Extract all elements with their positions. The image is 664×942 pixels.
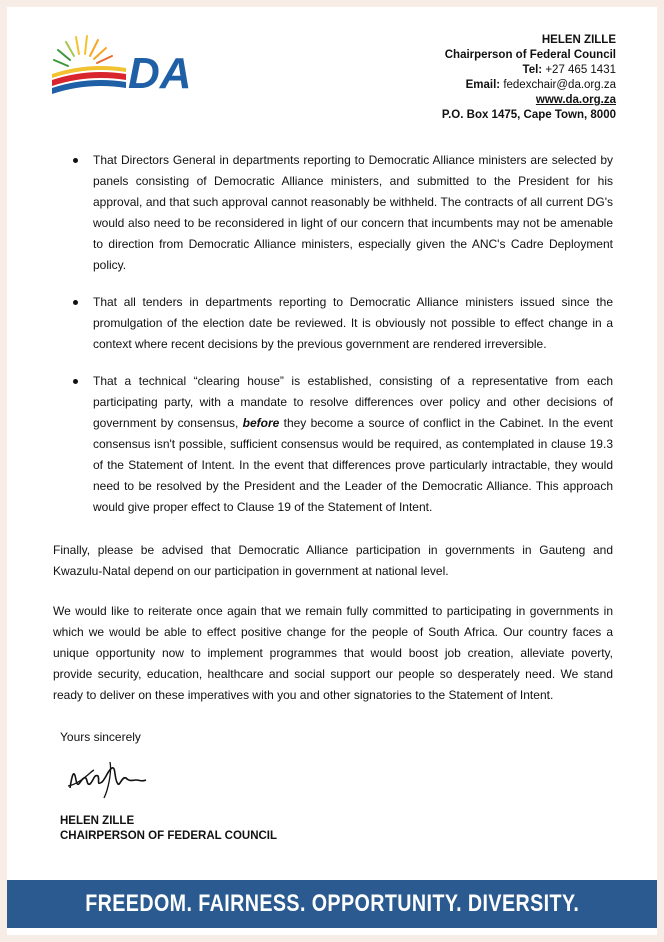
list-item [53,292,613,355]
list-item [53,371,613,518]
letter-body [53,150,613,723]
email-label: Email: [465,79,501,91]
email-line [442,78,616,93]
tel-label: Tel: [522,64,543,76]
signatory-title: CHAIRPERSON OF FEDERAL COUNCIL [60,830,278,842]
list-item [53,150,613,276]
emphasis-text: before [242,416,280,430]
sender-title: Chairperson of Federal Council [444,49,616,61]
paragraph-commitment: We would like to reiterate once again that we remain fully committed to participating in governments in which we would be able to effect positive change for the people of South Africa. Our country faces a unique opportunity now to implement programmes that would boost job creation, alleviate poverty, provide security, education, healthcare and social support our people so desperately need. We stand ready to deliver on these imperatives with you and other signatories to the Statement of Intent. [53,604,613,702]
tel-value: +27 465 1431 [545,64,616,76]
email-value[interactable]: fedexchair@da.org.za [503,79,616,91]
signature-image [60,750,160,805]
footer-slogan: FREEDOM. FAIRNESS. OPPORTUNITY. DIVERSITY. [84,890,579,917]
letterhead-contact [442,33,616,123]
bullet-text: That a technical “clearing house” is established, consisting of a representative from each participating party, with a mandate to resolve differences over policy and other decisions of government by consensus, [93,374,613,430]
da-logo [48,26,218,101]
paragraph-finally: Finally, please be advised that Democratic Alliance participation in governments in Gauteng and Kwazulu-Natal depend on our participation in government at national level. [53,543,613,578]
tricolor-swoosh [52,66,126,94]
logo-text: DA [128,49,192,98]
sun-rays-icon [54,36,112,66]
website-link[interactable]: www.da.org.za [535,94,616,106]
demands-list [53,150,613,518]
sender-name: HELEN ZILLE [541,34,616,46]
tel-line [442,63,616,78]
signatory-block [60,814,277,844]
signatory-name: HELEN ZILLE [60,815,135,827]
footer-banner [7,880,657,928]
bullet-text: That all tenders in departments reporting to Democratic Alliance ministers issued since the promulgation of the election date be reviewed. It is obviously not possible to effect change in a context where recent decisions by the previous government are rendered irreversible. [93,295,613,351]
bullet-text: That Directors General in departments reporting to Democratic Alliance ministers are selected by panels consisting of Democratic Alliance ministers, and submitted to the President for his approval, and that such approval cannot reasonably be withheld. The contracts of all current DG's would also need to be reconsidered in light of our concern that incumbents may not be amenable to direction from Democratic Alliance ministers, especially given the ANC's Cadre Deployment policy. [93,153,613,272]
closing-salutation: Yours sincerely [60,730,141,744]
bullet-text-continued: they become a source of conflict in the Cabinet. In the event consensus isn't possible, sufficient consensus would be required, as contemplated in clause 19.3 of the Statement of Intent. In the event that differences prove particularly intractable, they would need to be resolved by the President and the Leader of the Democratic Alliance. This approach would give proper effect to Clause 19 of the Statement of Intent. [93,416,613,514]
postal-address: P.O. Box 1475, Cape Town, 8000 [441,109,616,121]
